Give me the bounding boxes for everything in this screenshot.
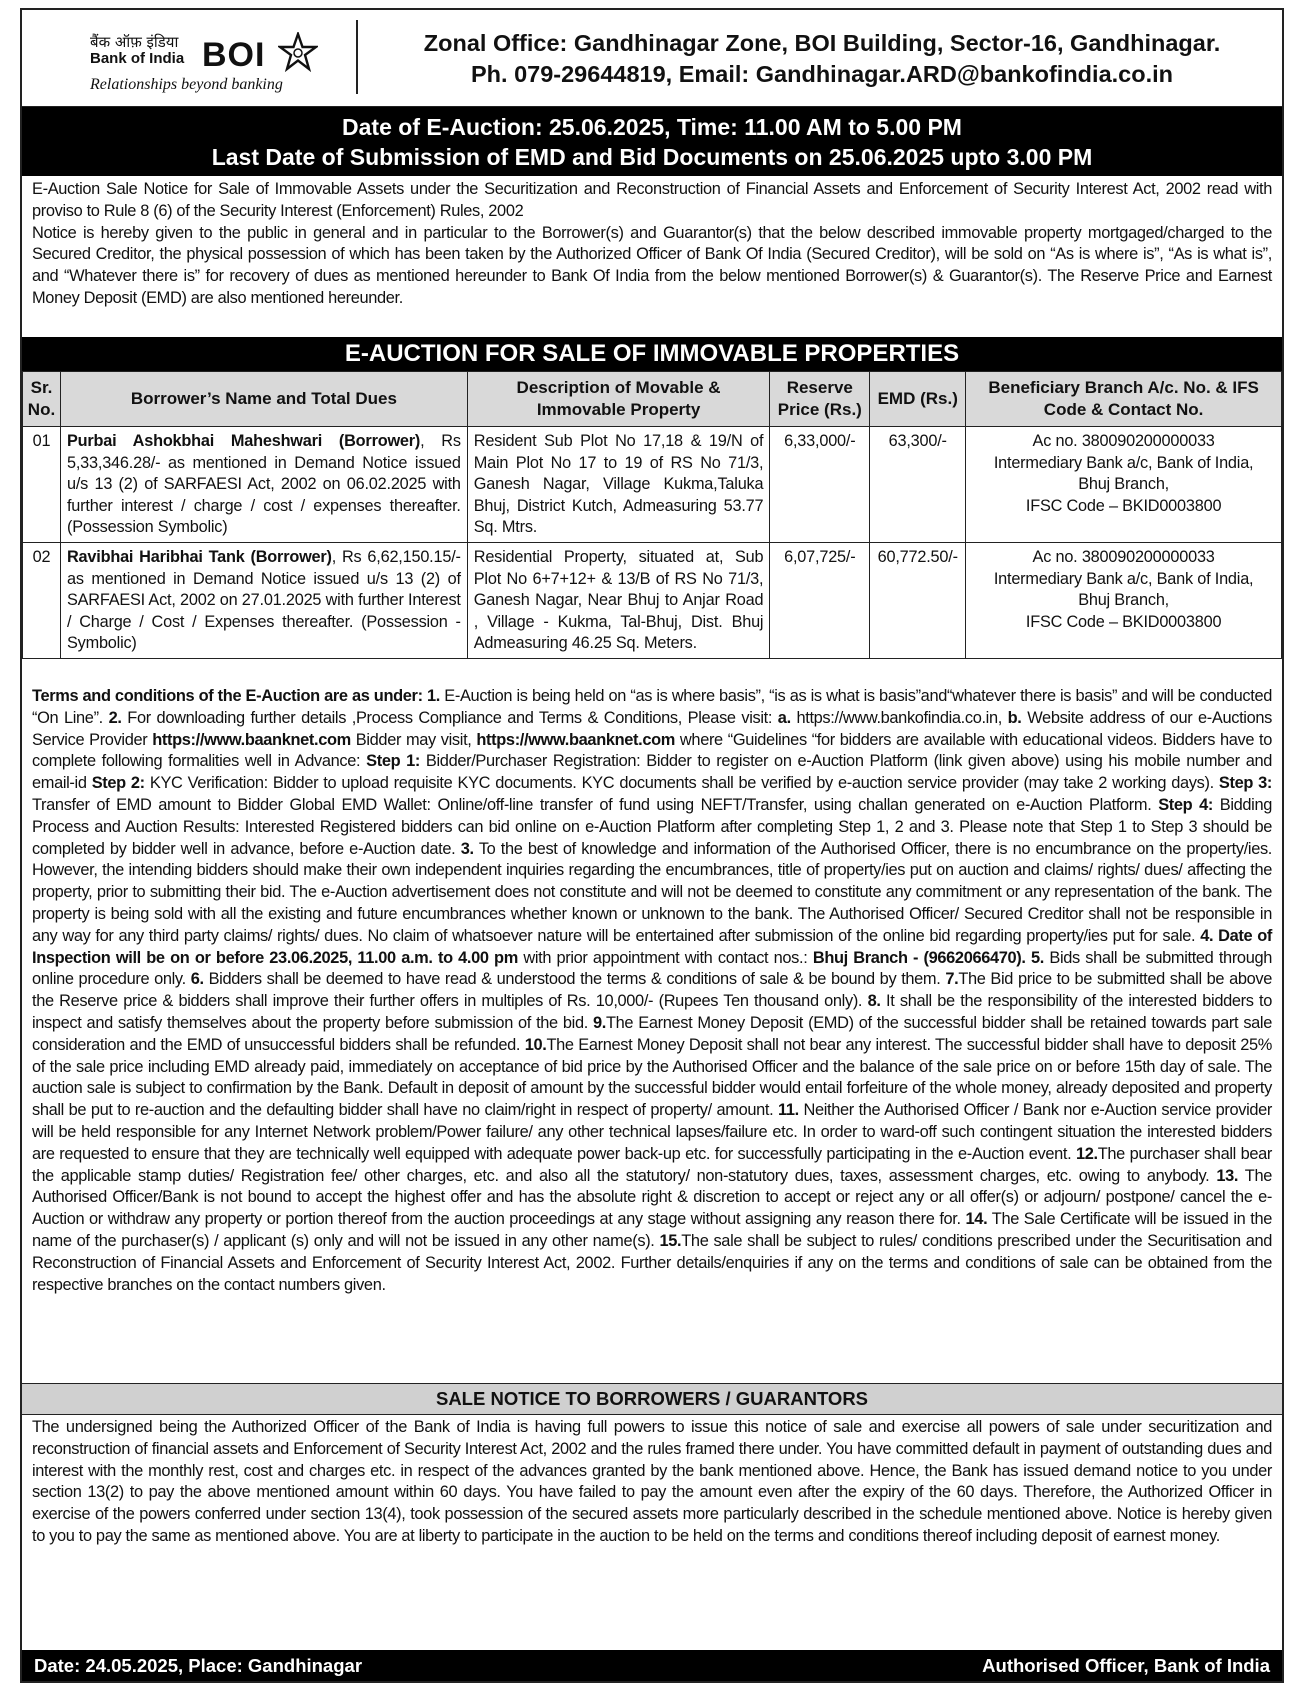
- branch-name: Bhuj Branch,: [1078, 591, 1170, 610]
- term-number: a.: [777, 708, 791, 727]
- col-header-description: Description of Movable & Immovable Property: [467, 372, 770, 427]
- intro-paragraph-2: Notice is hereby given to the public in general and in particular to the Borrower(s) and Guarantor(s) that the below described immovable property mortgaged/charged to the Secured Creditor, the physical possession of which has been taken by the Authorized Officer of Bank Of India (Secured Creditor), will be sold on “As is where is”, “As is what is”, and “Whatever there is” for recovery of dues as mentioned hereunder to Bank Of India from the below mentioned Borrower(s) & Guarantor(s). The Reserve Price and Earnest Money Deposit (EMD) are also mentioned hereunder.: [32, 223, 1272, 307]
- term-text: For downloading further details ,Process Compliance and Terms & Conditions, Please visit:: [121, 708, 778, 727]
- step-label: Step 1:: [366, 752, 421, 771]
- term-text: Bidder may visit,: [350, 730, 477, 749]
- header-divider: [356, 20, 358, 94]
- cell-sr: 02: [23, 542, 61, 658]
- branch-bank: Intermediary Bank a/c, Bank of India,: [993, 453, 1254, 472]
- term-text: Bids shall be submitted through online procedure only.: [32, 948, 1272, 989]
- cell-emd: 63,300/-: [870, 427, 966, 543]
- bank-logo: [90, 32, 320, 102]
- star-logo-icon: [278, 32, 318, 72]
- address-line-1: Zonal Office: Gandhinagar Zone, BOI Building, Sector-16, Gandhinagar.: [423, 30, 1221, 56]
- term-text: E-Auction is being held on “as is where basis”, “is as is what is basis”and“whatever there is basis” and will be conducted “On Line”.: [32, 687, 1272, 727]
- term-text: The sale shall be subject to rules/ conditions prescribed under the Securitisation and Reconstruction of Financial Assets and Enforcement of Security Interest Act, 2002. Further details/enquiries if any on the terms and conditions of sale can be obtained from the respective branches on the contact numbers given.: [32, 1231, 1273, 1294]
- cell-branch: [966, 542, 1282, 658]
- logo-tagline: Relationships beyond banking: [90, 76, 283, 93]
- term-text: The purchaser shall bear the applicable stamp duties/ Registration fee/ other charges, etc. and also all the statutory/ non-statutory dues, taxes, assessment charges, etc. owing to anybody.: [32, 1144, 1272, 1185]
- term-text: The Authorised Officer/Bank is not bound to accept the highest offer and has the absolute right & discretion to accept or reject any or all offer(s) or adjourn/ postpone/ cancel the e-Auction or withdraw any property or portion thereof from the auction proceedings at any stage without assigning any reason there for.: [32, 1166, 1272, 1229]
- term-text: Transfer of EMD amount to Bidder Global EMD Wallet: Online/off-line transfer of fund using NEFT/Transfer, using challan generated on e-Auction Platform.: [32, 795, 1159, 814]
- address-line-2: Ph. 079-29644819, Email: Gandhinagar.ARD@bankofindia.co.in: [470, 61, 1174, 87]
- term-text: with prior appointment with contact nos.:: [517, 948, 813, 967]
- branch-name: Bhuj Branch,: [1078, 475, 1170, 494]
- cell-reserve-price: 6,07,725/-: [770, 542, 870, 658]
- term-number: b.: [1007, 708, 1022, 727]
- term-number: 2.: [108, 708, 122, 727]
- borrower-dues: , Rs 6,62,150.15/- as mentioned in Demand Notice issued u/s 13 (2) of SARFAESI Act, 2002 on 27.01.2025 with further Interest / Charge / Cost / Expenses thereafter. (Possession - Symbolic): [66, 547, 461, 653]
- sale-notice-text: The undersigned being the Authorized Officer of the Bank of India is having full powers to issue this notice of sale and exercise all powers of sale under securitization and reconstruction of financial assets and Enforcement of Security Interest Act, 2002 and the rules framed there under. You have committed default in payment of outstanding dues and interest with the monthly rest, cost and charges etc. in respect of the advances granted by the bank mentioned above. Hence, the Bank has issued demand notice to you under section 13(2) to pay the above mentioned amount within 60 days. You have failed to pay the amount even after the expiry of the 60 days. Therefore, the Authorized Officer in exercise of the powers conferred under section 13(4), took possession of the secured assets more particularly described in the schedule mentioned above. Notice is hereby given to you to pay the same as mentioned above. You are at liberty to participate in the auction to be held on the terms and conditions thereof including deposit of earnest money.: [32, 1418, 1272, 1545]
- cell-emd: 60,772.50/-: [870, 542, 966, 658]
- auction-portal-link-2[interactable]: https://www.baanknet.com: [476, 730, 676, 749]
- term-number: 14.: [965, 1210, 988, 1229]
- col-header-sr: Sr. No.: [23, 372, 61, 427]
- term-number: 10.: [524, 1035, 547, 1054]
- term-number: 15.: [659, 1231, 682, 1250]
- col-header-borrower: Borrower’s Name and Total Dues: [60, 372, 467, 427]
- term-number: 8.: [867, 992, 881, 1011]
- branch-bank: Intermediary Bank a/c, Bank of India,: [993, 569, 1254, 588]
- step-label: Step 2:: [91, 774, 145, 793]
- properties-table: [22, 371, 1282, 659]
- notice-header: [22, 10, 1282, 107]
- term-number: 11.: [777, 1101, 799, 1120]
- cell-borrower: [60, 542, 467, 658]
- emd-deadline-line: Last Date of Submission of EMD and Bid Documents on 25.06.2025 upto 3.00 PM: [211, 144, 1093, 170]
- cell-reserve-price: 6,33,000/-: [770, 427, 870, 543]
- branch-ifsc: IFSC Code – BKID0003800: [1025, 496, 1222, 515]
- terms-heading: Terms and conditions of the E-Auction are as under: 1.: [32, 687, 440, 705]
- zonal-office-address: [372, 28, 1272, 90]
- term-text: The Bid price to be submitted shall be above the Reserve price & bidders shall improve their further offers in multiples of Rs. 10,000/- (Rupees Ten thousand only).: [32, 970, 1272, 1011]
- term-number: . 5.: [1021, 948, 1044, 967]
- notice-frame: [20, 8, 1284, 1683]
- borrower-name: Purbai Ashokbhai Maheshwari (Borrower): [66, 432, 421, 450]
- term-text: https://www.bankofindia.co.in,: [790, 708, 1008, 727]
- term-text: The Earnest Money Deposit shall not bear any interest. The successful bidder shall have to deposit 25% of the sale price including EMD already paid, immediately on acceptance of bid price by the Authorised Officer and the balance of the sale price on or before 15th day of sale. The auction sale is subject to confirmation by the Bank. Default in deposit of amount by the successful bidder would entail forfeiture of the whole money, already deposited and property shall be put to re-auction and the defaulting bidder shall have no claim/right in respect of property/ amount.: [32, 1035, 1272, 1120]
- date-place: Date: 24.05.2025, Place: Gandhinagar: [34, 1655, 363, 1676]
- term-text: Bidders shall be deemed to have read & understood the terms & conditions of sale & be bound by them.: [203, 970, 946, 989]
- term-text: Bidding Process and Auction Results: Interested Registered bidders can bid online on e-Auction Platform after completing Step 1, 2 and 3. Please note that Step 1 to Step 3 should be completed by bidder well in advance, before e-Auction date.: [32, 795, 1272, 858]
- term-text: Neither the Authorised Officer / Bank nor e-Auction service provider will be held responsible for any Internet Network problem/Power failure/ any other technical lapses/failure etc. In order to ward-off such contingent situation the interested bidders are requested to ensure that they are technically well equipped with adequate power back-up etc. for successfully participating in the e-Auction event.: [32, 1101, 1272, 1163]
- intro-paragraph-1: E-Auction Sale Notice for Sale of Immovable Assets under the Securitization and Reconstruction of Financial Assets and Enforcement of Security Interest Act, 2002 read with proviso to Rule 8 (6) of the Security Interest (Enforcement) Rules, 2002: [32, 180, 1272, 220]
- cell-sr: 01: [23, 427, 61, 543]
- table-header-row: [23, 372, 1282, 427]
- auction-portal-link[interactable]: https://www.baanknet.com: [152, 730, 351, 749]
- term-number: 3.: [460, 839, 474, 858]
- logo-hindi-text: बैंक ऑफ़ इंडिया: [90, 33, 179, 51]
- borrower-dues: , Rs 5,33,346.28/- as mentioned in Demand Notice issued u/s 13 (2) of SARFAESI Act, 2002 on 06.02.2025 with further interest / charge / cost / expenses thereafter. (Possession Symbolic): [66, 432, 461, 537]
- term-number: 9.: [593, 1013, 606, 1032]
- signatory: Authorised Officer, Bank of India: [982, 1655, 1270, 1676]
- cell-borrower: [60, 427, 467, 543]
- col-header-emd: EMD (Rs.): [870, 372, 966, 427]
- cell-branch: [966, 427, 1282, 543]
- table-row: [23, 427, 1282, 543]
- col-header-reserve: Reserve Price (Rs.): [770, 372, 870, 427]
- col-header-branch: Beneficiary Branch A/c. No. & IFS Code & Contact No.: [966, 372, 1282, 427]
- terms-and-conditions: [32, 686, 1272, 1296]
- contact-number: Bhuj Branch - (9662066470): [812, 948, 1022, 967]
- term-text: KYC Verification: Bidder to upload requisite KYC documents. KYC documents shall be verified by e-auction service provider (may take 2 working days).: [144, 774, 1219, 793]
- auction-date-band: [22, 107, 1282, 176]
- term-text: To the best of knowledge and information of the Authorised Officer, there is no encumbrance on the property/ies. However, the intending bidders should make their own independent inquiries regarding the encumbrances, title of property/ies put on auction and claims/ rights/ dues/ affecting the property, prior to submitting their bid. The e-Auction advertisement does not constitute and will not be deemed to constitute any commitment or any representation of the bank. The property is being sold with all the existing and future encumbrances whether known or unknown to the bank. The Authorised Officer/ Secured Creditor shall not be responsible in any way for any third party claims/ rights/ dues. No claim of whatsoever nature will be entertained after submission of the online bid regarding property/ies put for sale.: [32, 839, 1273, 945]
- sale-notice-title: SALE NOTICE TO BORROWERS / GUARANTORS: [22, 1383, 1282, 1415]
- auction-date-line: Date of E-Auction: 25.06.2025, Time: 11.00 AM to 5.00 PM: [342, 114, 962, 140]
- term-text: It shall be the responsibility of the interested bidders to inspect and satisfy themselves about the property before submission of the bid.: [32, 992, 1272, 1032]
- branch-account: Ac no. 380090200000033: [1032, 432, 1215, 450]
- step-label: Step 4:: [1158, 795, 1213, 814]
- term-text: Bidder/Purchaser Registration: Bidder to register on e-Auction Platform (link given above) using his mobile number and email-id: [32, 752, 1272, 793]
- table-row: [23, 542, 1282, 658]
- term-number: 13.: [1216, 1166, 1239, 1185]
- logo-english-text: Bank of India: [90, 50, 185, 67]
- term-text: The Earnest Money Deposit (EMD) of the successful bidder shall be retained towards part sale consideration and the EMD of unsuccessful bidders shall be refunded.: [32, 1013, 1272, 1054]
- inspection-date: 4. Date of Inspection will be on or before 23.06.2025, 11.00 a.m. to 4.00 pm: [32, 926, 1272, 967]
- cell-description: Resident Sub Plot No 17,18 & 19/N of Main Plot No 17 to 19 of RS No 71/3, Ganesh Nagar, Village Kukma,Taluka Bhuj, District Kutch, Admeasuring 53.77 Sq. Mtrs.: [467, 427, 770, 543]
- branch-account: Ac no. 380090200000033: [1032, 547, 1215, 566]
- term-number: 12.: [1075, 1144, 1098, 1163]
- borrower-name: Ravibhai Haribhai Tank (Borrower): [66, 547, 332, 566]
- branch-ifsc: IFSC Code – BKID0003800: [1025, 612, 1222, 631]
- intro-text: [32, 179, 1272, 310]
- cell-description: Residential Property, situated at, Sub Plot No 6+7+12+ & 13/B of RS No 71/3, Ganesh Nagar, Near Bhuj to Anjar Road , Village - Kukma, Tal-Bhuj, Dist. Bhuj Admeasuring 46.25 Sq. Meters.: [467, 542, 770, 658]
- step-label: Step 3:: [1218, 774, 1272, 793]
- term-text: Website address of our e-Auctions Service Provider: [32, 708, 1272, 749]
- term-number: 7.: [945, 970, 959, 989]
- table-title: E-AUCTION FOR SALE OF IMMOVABLE PROPERTIES: [22, 337, 1282, 371]
- notice-footer: [22, 1650, 1282, 1681]
- term-text: where “Guidelines “for bidders are available with educational videos. Bidders have to complete following formalities well in Advance:: [32, 730, 1272, 771]
- logo-boi-text: BOI: [202, 36, 266, 74]
- term-number: 6.: [190, 970, 204, 989]
- term-text: The Sale Certificate will be issued in the name of the purchaser(s) / applicant (s) only and will not be issued in any other name(s).: [32, 1210, 1272, 1250]
